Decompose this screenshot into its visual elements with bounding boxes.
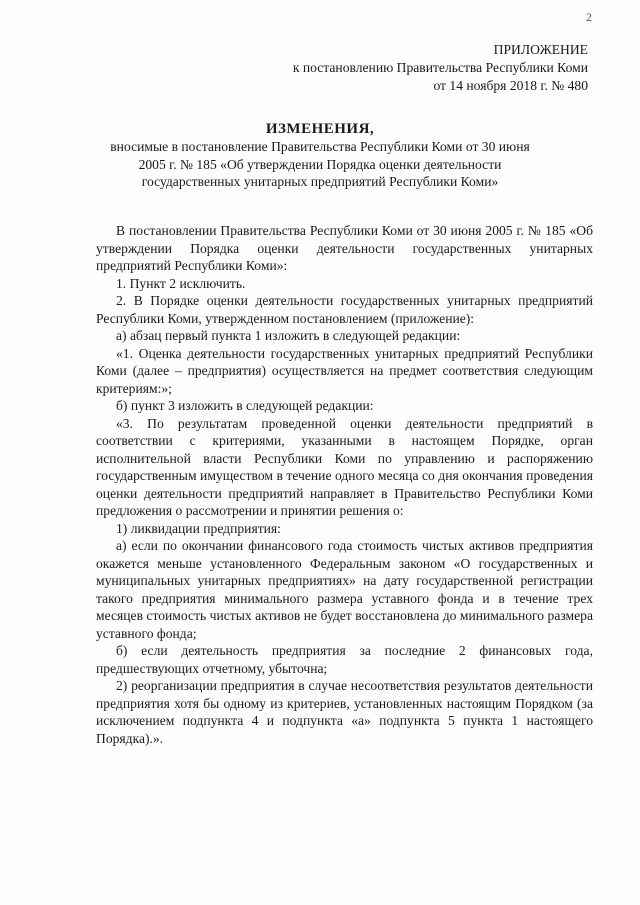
paragraph-quote-3: «3. По результатам проведенной оценки деятельности предприятий в соответствии с критериями, указанными в настоящем Порядке, орган исполнительной власти Республики Коми по управлению и распоряжению государственным имуществом в течение одного месяца со дня окончания проведения оценки деятельности предприятий направляет в Правительство Республики Коми предложения о рассмотрении и принятии решения о: xyxy=(96,415,593,518)
page-number: 2 xyxy=(586,10,592,24)
paragraph-reorganization: 2) реорганизации предприятия в случае несоответствия результатов деятельности предприятия хотя бы одному из критериев, установленных настоящим Порядком (за исключением подпункта 4 и подпункта «а» подпункта 5 пункта 1 настоящего Порядка).». xyxy=(96,678,593,746)
document-body xyxy=(96,222,593,747)
paragraph-liquidation: 1) ликвидации предприятия: xyxy=(116,520,281,536)
appendix-date-line: от 14 ноября 2018 г. № 480 xyxy=(433,78,588,93)
paragraph-item-1: 1. Пункт 2 исключить. xyxy=(116,275,246,291)
document-subtitle: вносимые в постановление Правительства Республики Коми от 30 июня 2005 г. № 185 «Об утверждении Порядка оценки деятельности государственных унитарных предприятий Республики Коми» xyxy=(110,139,530,189)
paragraph-liquidation-b: б) если деятельность предприятия за последние 2 финансовых года, предшествующих отчетному, убыточна; xyxy=(96,643,593,676)
paragraph-subitem-a: а) абзац первый пункта 1 изложить в следующей редакции: xyxy=(116,328,461,343)
paragraph-intro: В постановлении Правительства Республики Коми от 30 июня 2005 г. № 185 «Об утверждении Порядка оценки деятельности государственных унитарных предприятий Республики Коми»: xyxy=(96,223,593,273)
appendix-resolution-line: к постановлению Правительства Республики Коми xyxy=(292,60,588,75)
document-title: ИЗМЕНЕНИЯ, xyxy=(265,121,375,137)
appendix-title: ПРИЛОЖЕНИЕ xyxy=(493,42,588,57)
paragraph-subitem-b: б) пункт 3 изложить в следующей редакции: xyxy=(116,398,374,413)
paragraph-quote-1: «1. Оценка деятельности государственных унитарных предприятий Республики Коми (далее – предприятия) осуществляется на предмет соответствия следующим критериям:»; xyxy=(96,345,593,396)
paragraph-item-2: 2. В Порядке оценки деятельности государственных унитарных предприятий Республики Коми, утвержденном постановлением (приложение): xyxy=(96,293,593,326)
paragraph-liquidation-a: а) если по окончании финансового года стоимость чистых активов предприятия окажется меньше установленного Федеральным законом «О государственных и муниципальных унитарных предприятиях» на дату государственной регистрации такого предприятия минимального размера уставного фонда и в течение трех месяцев стоимость чистых активов не будет восстановлена до минимального размера уставного фонда; xyxy=(96,538,593,641)
appendix-header xyxy=(293,41,588,95)
